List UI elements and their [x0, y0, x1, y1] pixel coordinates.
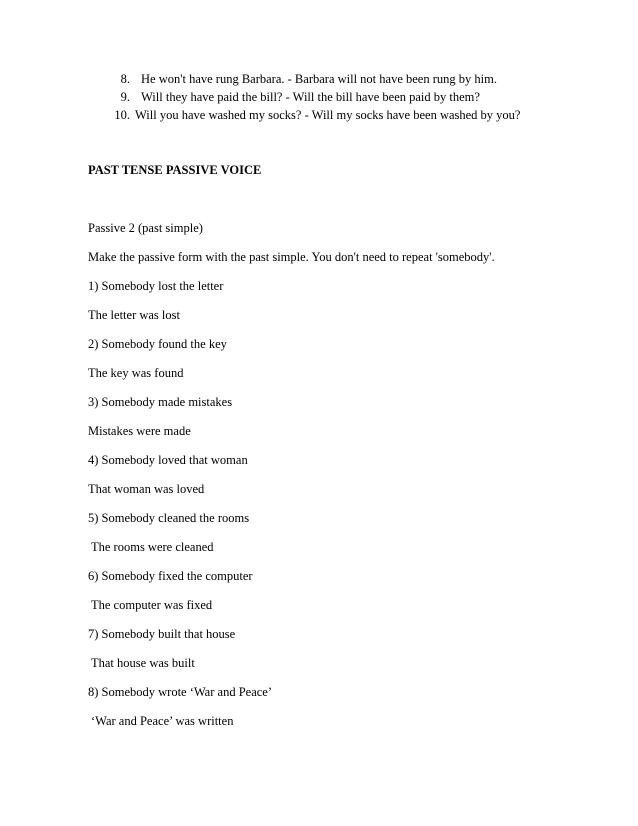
list-item — [108, 106, 578, 124]
exercise-question: 8) Somebody wrote ‘War and Peace’ — [88, 685, 272, 699]
exercise-question: 3) Somebody made mistakes — [88, 395, 233, 409]
exercise-question: 2) Somebody found the key — [88, 337, 227, 351]
list-item-number: 9. — [120, 90, 130, 104]
list-item-text: He won't have rung Barbara. - Barbara will not have been rung by him. — [141, 72, 497, 86]
list-item-text: Will you have washed my socks? - Will my socks have been washed by you? — [135, 108, 521, 122]
exercise-answer: The computer was fixed — [91, 598, 213, 612]
exercise-answer: That house was built — [91, 656, 195, 670]
exercise-answer: ‘War and Peace’ was written — [91, 714, 234, 728]
exercise-answer: The rooms were cleaned — [91, 540, 214, 554]
exercise-answer: Mistakes were made — [88, 424, 191, 438]
exercise-answer: That woman was loved — [88, 482, 205, 496]
exercise-answer: The key was found — [88, 366, 184, 380]
continued-numbered-list — [108, 70, 578, 124]
exercise-question: 4) Somebody loved that woman — [88, 453, 248, 467]
exercise-answer: The letter was lost — [88, 308, 180, 322]
list-item-number: 10. — [114, 108, 130, 122]
exercise-question: 5) Somebody cleaned the rooms — [88, 511, 250, 525]
list-item-number: 8. — [120, 72, 130, 86]
list-item — [108, 88, 578, 106]
exercise-question: 7) Somebody built that house — [88, 627, 236, 641]
list-item — [108, 70, 578, 88]
exercise-subtitle: Passive 2 (past simple) — [88, 221, 203, 235]
exercise-question: 1) Somebody lost the letter — [88, 279, 224, 293]
list-item-text: Will they have paid the bill? - Will the bill have been paid by them? — [141, 90, 480, 104]
section-heading: PAST TENSE PASSIVE VOICE — [88, 163, 262, 177]
exercise-instruction: Make the passive form with the past simple. You don't need to repeat 'somebody'. — [88, 250, 495, 264]
exercise-question: 6) Somebody fixed the computer — [88, 569, 253, 583]
